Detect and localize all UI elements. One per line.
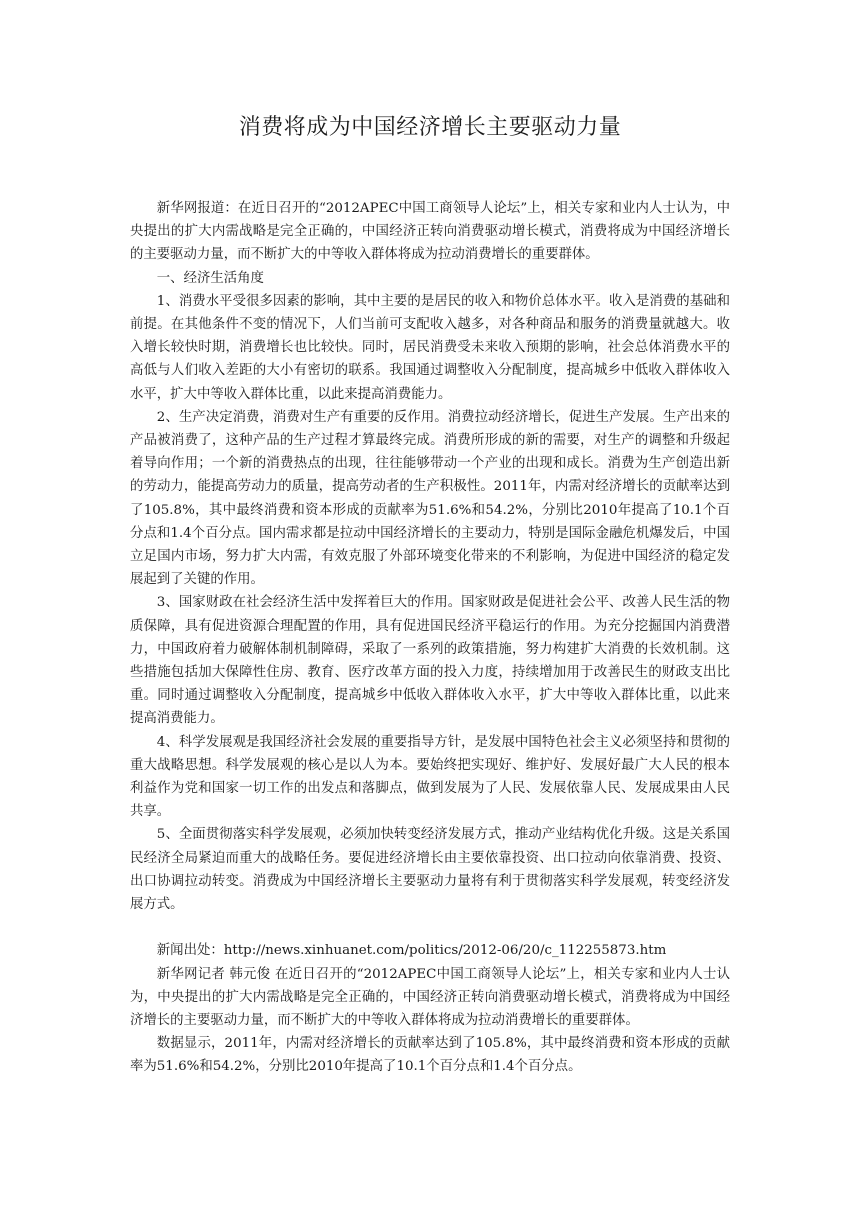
point-5-paragraph: 5、全面贯彻落实科学发展观，必须加快转变经济发展方式，推动产业结构优化升级。这是关系国民经济全局紧迫而重大的战略任务。要促进经济增长由主要依靠投资、出口拉动向依靠消费、投资、出口协调拉动转变。消费成为中国经济增长主要驱动力量将有利于贯彻落实科学发展观，转变经济发展方式。 (130, 827, 730, 913)
point-3-paragraph: 3、国家财政在社会经济生活中发挥着巨大的作用。国家财政是促进社会公平、改善人民生活的物质保障，具有促进资源合理配置的作用，具有促进国民经济平稳运行的作用。为充分挖掘国内消费潜力，中国政府着力破解体制机制障碍，采取了一系列的政策措施，努力构建扩大消费的长效机制。这些措施包括加大保障性住房、教育、医疗改革方面的投入力度，持续增加用于改善民生的财政支出比重。同时通过调整收入分配制度，提高城乡中低收入群体收入水平，扩大中等收入群体比重，以此来提高消费能力。 (130, 595, 730, 727)
section-heading: 一、经济生活角度 (156, 270, 264, 286)
data-paragraph: 数据显示，2011年，内需对经济增长的贡献率达到了105.8%，其中最终消费和资本形成的贡献率为51.6%和54.2%，分别比2010年提高了10.1个百分点和1.4个百分点。 (130, 1036, 730, 1075)
document-title: 消费将成为中国经济增长主要驱动力量 (238, 115, 622, 140)
point-2-paragraph: 2、生产决定消费，消费对生产有重要的反作用。消费拉动经济增长，促进生产发展。生产出来的产品被消费了，这种产品的生产过程才算最终完成。消费所形成的新的需要，对生产的调整和升级起着导向作用；一个新的消费热点的出现，往往能够带动一个产业的出现和成长。消费为生产创造出新的劳动力，能提高劳动力的质量，提高劳动者的生产积极性。2011年，内需对经济增长的贡献率达到了105.8%，其中最终消费和资本形成的贡献率为51.6%和54.2%，分别比2010年提高了10.1个百分点和1.4个百分点。国内需求都是拉动中国经济增长的主要动力，特别是国际金融危机爆发后，中国立足国内市场，努力扩大内需，有效克服了外部环境变化带来的不利影响，为促进中国经济的稳定发展起到了关键的作用。 (130, 409, 730, 588)
reporter-paragraph: 新华网记者 韩元俊 在近日召开的“2012APEC中国工商领导人论坛”上，相关专家和业内人士认为，中央提出的扩大内需战略是完全正确的，中国经济正转向消费驱动增长模式，消费将成为中国经济增长的主要驱动力量，而不断扩大的中等收入群体将成为拉动消费增长的重要群体。 (130, 966, 730, 1028)
point-1-paragraph: 1、消费水平受很多因素的影响，其中主要的是居民的收入和物价总体水平。收入是消费的基础和前提。在其他条件不变的情况下，人们当前可支配收入越多，对各种商品和服务的消费量就越大。收入增长较快时期，消费增长也比较快。同时，居民消费受未来收入预期的影响，社会总体消费水平的高低与人们收入差距的大小有密切的联系。我国通过调整收入分配制度，提高城乡中低收入群体收入水平，扩大中等收入群体比重，以此来提高消费能力。 (130, 293, 730, 402)
intro-paragraph: 新华网报道：在近日召开的“2012APEC中国工商领导人论坛”上，相关专家和业内人士认为，中央提出的扩大内需战略是完全正确的，中国经济正转向消费驱动增长模式，消费将成为中国经济增长的主要驱动力量，而不断扩大的中等收入群体将成为拉动消费增长的重要群体。 (130, 201, 730, 263)
document-body (130, 197, 730, 1079)
point-4-paragraph: 4、科学发展观是我国经济社会发展的重要指导方针，是发展中国特色社会主义必须坚持和贯彻的重大战略思想。科学发展观的核心是以人为本。要始终把实现好、维护好、发展好最广大人民的根本利益作为党和国家一切工作的出发点和落脚点，做到发展为了人民、发展依靠人民、发展成果由人民共享。 (130, 734, 730, 820)
news-source-line: 新闻出处：http://news.xinhuanet.com/politics/2012-06/20/c_112255873.htm (156, 943, 667, 959)
